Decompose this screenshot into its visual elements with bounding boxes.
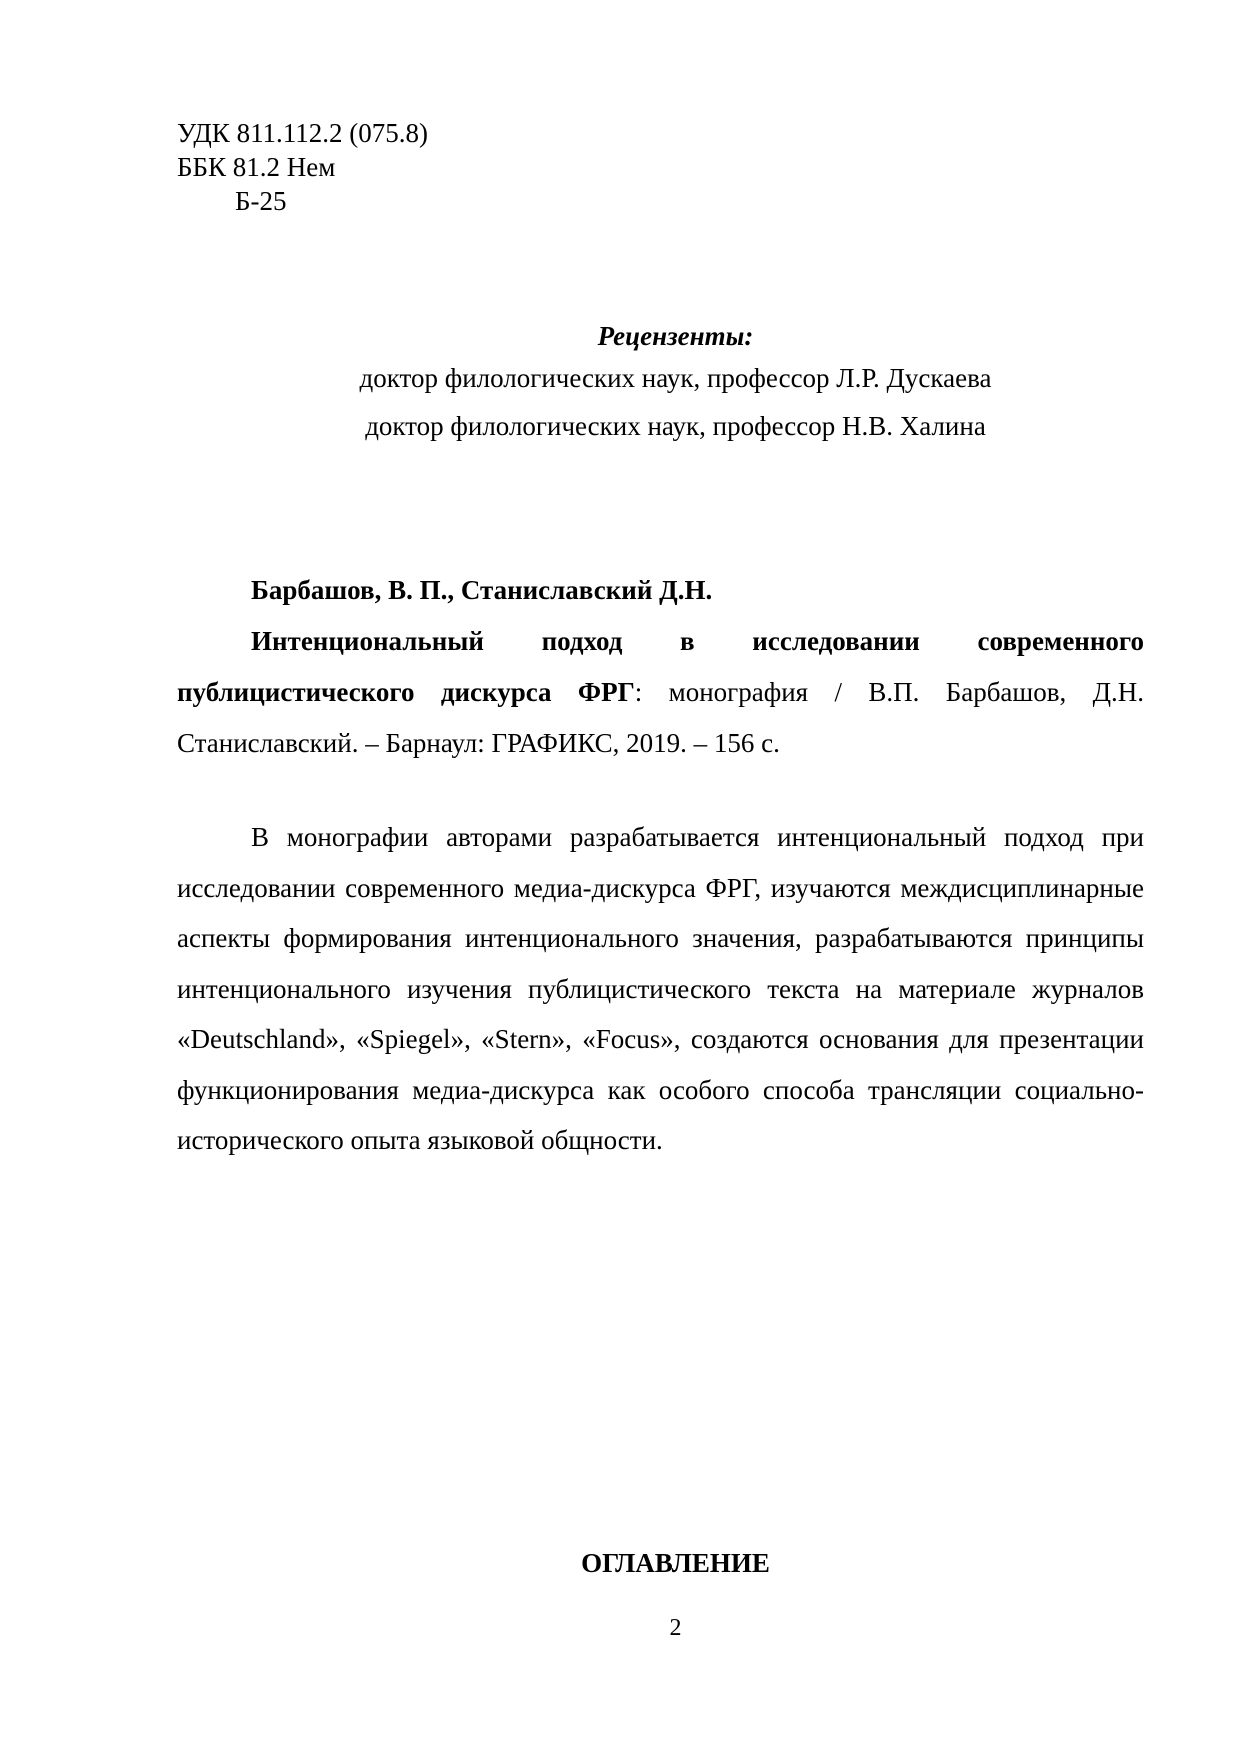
book-title: Интенциональный подход в исследовании современного публицистического дискурса ФРГ	[177, 626, 1144, 707]
bibliographic-record	[177, 565, 1144, 769]
bbk-code: ББК 81.2 Нем	[177, 152, 336, 182]
classification-codes	[177, 116, 428, 218]
reviewer-line: доктор филологических наук, профессор Л.Р. Дускаева	[359, 363, 992, 393]
reviewer-line: доктор филологических наук, профессор Н.В. Халина	[365, 411, 986, 441]
reviewers-block	[177, 318, 1144, 450]
bibliographic-description	[177, 616, 1144, 769]
authors-line: Барбашов, В. П., Станиславский Д.Н.	[251, 575, 713, 605]
table-of-contents-heading: ОГЛАВЛЕНИЕ	[581, 1548, 770, 1578]
reviewers-heading: Рецензенты:	[597, 321, 754, 351]
abstract-paragraph: В монографии авторами разрабатывается интенциональный подход при исследовании современного медиа-дискурса ФРГ, изучаются междисциплинарные аспекты формирования интенционального значения, разрабатываются принципы интенционального изучения публицистического текста на материале журналов «Deutschland», «Spiegel», «Stern», «Focus», создаются основания для презентации функционирования медиа-дискурса как особого способа трансляции социально-исторического опыта языковой общности.	[177, 822, 1144, 1155]
publication-details: : монография / В.П. Барбашов, Д.Н. Станиславский. – Барнаул: ГРАФИКС, 2019. – 156 с.	[177, 677, 1144, 758]
author-index-code: Б-25	[235, 186, 287, 216]
udk-code: УДК 811.112.2 (075.8)	[177, 118, 429, 148]
page-number: 2	[669, 1615, 682, 1641]
